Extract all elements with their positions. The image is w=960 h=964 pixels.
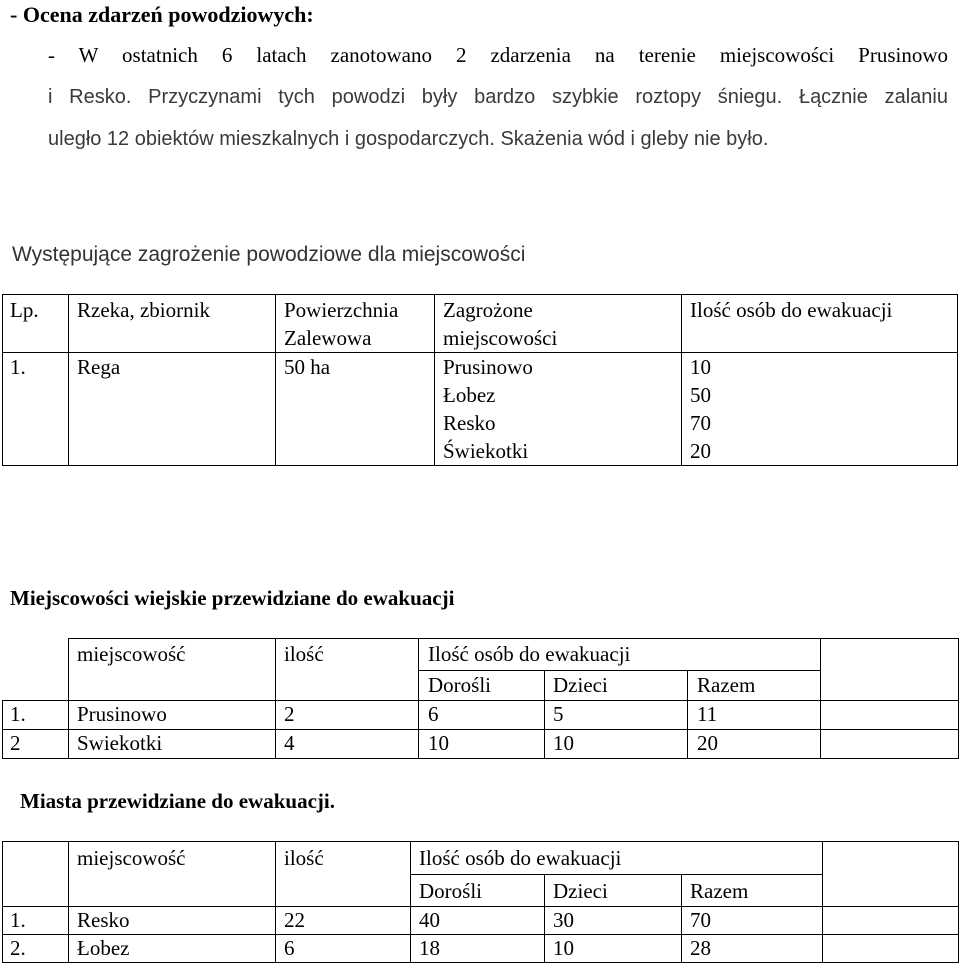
threat-row-river: Rega [77, 355, 121, 379]
flood-events-line-2: i Resko. Przyczynami tych powodzi były bardzo szybkie roztopy śniegu. Łącznie zalaniu [48, 86, 948, 108]
threat-row-area: 50 ha [284, 355, 331, 379]
rural-header-count: ilość [284, 642, 324, 666]
threat-heading: Występujące zagrożenie powodziowe dla miejscowości [12, 243, 526, 266]
cities-header-place: miejscowość [77, 846, 186, 870]
flood-events-line-1: - W ostatnich 6 latach zanotowano 2 zdarzenia na terenie miejscowości Prusinowo [48, 43, 948, 67]
flood-events-title: - Ocena zdarzeń powodziowych: [10, 2, 314, 27]
threat-count: 70 [690, 411, 711, 435]
cities-header-children: Dzieci [553, 879, 608, 903]
rural-header-evac: Ilość osób do ewakuacji [428, 642, 631, 666]
rural-header-children: Dzieci [553, 673, 608, 697]
threat-header-evac: Ilość osób do ewakuacji [690, 298, 893, 322]
threat-header-river: Rzeka, zbiornik [77, 298, 210, 322]
cities-header-total: Razem [690, 879, 749, 903]
threat-header-places: Zagrożone miejscowości [443, 298, 558, 350]
threat-header-area: Powierzchnia Zalewowa [284, 298, 399, 350]
threat-count: 50 [690, 383, 711, 407]
threat-row-lp: 1. [10, 355, 26, 379]
threat-place: Łobez [443, 383, 496, 407]
rural-header-adults: Dorośli [428, 673, 491, 697]
flood-events-line-3: uległo 12 obiektów mieszkalnych i gospodarczych. Skażenia wód i gleby nie było. [48, 128, 769, 150]
threat-place: Resko [443, 411, 496, 435]
threat-row-places [443, 353, 533, 465]
cities-heading: Miasta przewidziane do ewakuacji. [20, 789, 335, 813]
threat-place: Prusinowo [443, 355, 533, 379]
threat-header-lp: Lp. [10, 298, 39, 322]
cities-header-count: ilość [284, 846, 324, 870]
threat-count: 10 [690, 355, 711, 379]
rural-header-place: miejscowość [77, 642, 186, 666]
rural-heading: Miejscowości wiejskie przewidziane do ewakuacji [10, 586, 455, 610]
threat-place: Świekotki [443, 439, 529, 463]
threat-count: 20 [690, 439, 711, 463]
rural-header-total: Razem [697, 673, 756, 697]
cities-header-evac: Ilość osób do ewakuacji [419, 846, 622, 870]
threat-row-counts [690, 353, 711, 465]
cities-header-adults: Dorośli [419, 879, 482, 903]
